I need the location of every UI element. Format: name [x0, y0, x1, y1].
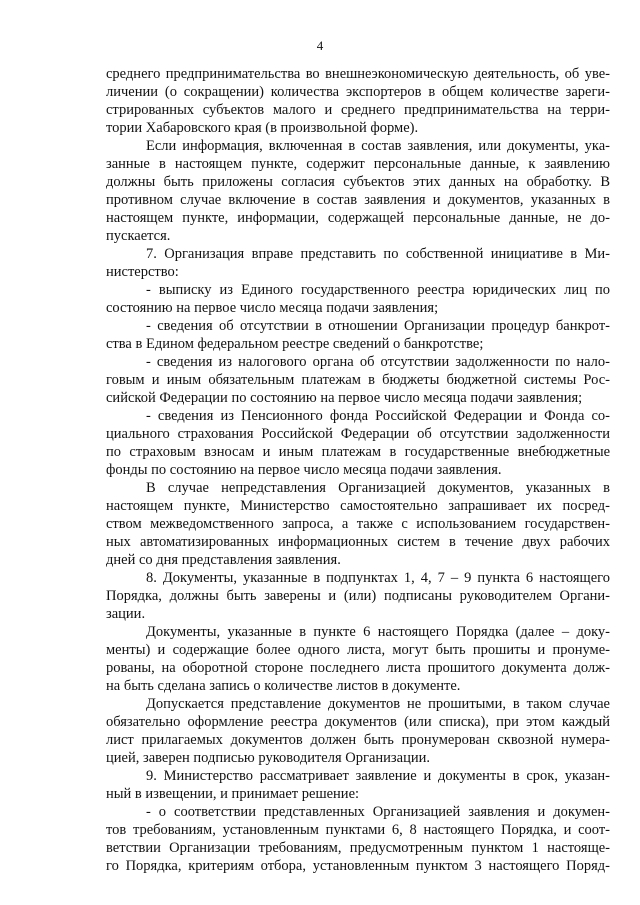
text-line: - сведения из Пенсионного фонда Российской Федерации и Фонда со- — [146, 408, 610, 424]
text-line: 9. Министерство рассматривает заявление и документы в срок, указан- — [146, 768, 610, 784]
text-line: 8. Документы, указанные в подпунктах 1, 4, 7 – 9 пункта 6 настоящего — [146, 570, 610, 586]
text-line: нистерство: — [106, 264, 179, 280]
text-line: ства в Едином федеральном реестре сведений о банкротстве; — [106, 336, 484, 352]
text-line: го Порядка, критериям отбора, установленным пунктом 3 настоящего Поряд- — [106, 858, 610, 874]
text-line: цией, заверен подписью руководителя Организации. — [106, 750, 430, 766]
text-line: - выписку из Единого государственного реестра юридических лиц по — [146, 282, 610, 298]
text-line: циального страхования Российской Федерации об отсутствии задолженности — [106, 426, 610, 442]
text-line: рованы, на оборотной стороне последнего листа прошитого документа долж- — [106, 660, 610, 676]
text-line: - сведения об отсутствии в отношении Организации процедур банкрот- — [146, 318, 610, 334]
text-line: дней со дня представления заявления. — [106, 552, 341, 568]
text-line: по страховым взносам и иным платежам в государственные внебюджетные — [106, 444, 610, 460]
text-line: В случае непредставления Организацией документов, указанных в — [146, 480, 610, 496]
text-line: стрированных субъектов малого и среднего предпринимательства на терри- — [106, 102, 610, 118]
text-line: ветствии Организации требованиям, предусмотренным пунктом 1 настояще- — [106, 840, 610, 856]
text-line: лист прилагаемых документов должен быть пронумерован сквозной нумера- — [106, 732, 610, 748]
text-line: - о соответствии представленных Организацией заявления и докумен- — [146, 804, 610, 820]
text-line: на быть сделана запись о количестве листов в документе. — [106, 678, 461, 694]
text-line: Если информация, включенная в состав заявления, или документы, ука- — [146, 138, 610, 154]
text-line: тории Хабаровского края (в произвольной форме). — [106, 120, 419, 136]
text-line: Допускается представление документов не прошитыми, в таком случае — [146, 696, 610, 712]
text-line: пускается. — [106, 228, 171, 244]
text-line: состоянию на первое число месяца подачи заявления; — [106, 300, 439, 316]
text-line: занные в настоящем пункте, содержит персональные данные, к заявлению — [106, 156, 610, 172]
text-line: тов требованиям, установленным пунктами 6, 8 настоящего Порядка, и соот- — [106, 822, 610, 838]
text-line: Документы, указанные в пункте 6 настоящего Порядка (далее – доку- — [146, 624, 610, 640]
text-line: противном случае включение в состав заявления и документов, указанных в — [106, 192, 610, 208]
text-line: обязательно оформление реестра документов (или списка), при этом каждый — [106, 714, 610, 730]
text-line: ных автоматизированных информационных систем в течение двух рабочих — [106, 534, 610, 550]
text-line: Порядка, должны быть заверены и (или) подписаны руководителем Органи- — [106, 588, 610, 604]
text-line: среднего предпринимательства во внешнеэкономическую деятельность, об уве- — [106, 66, 610, 82]
document-body — [106, 65, 610, 875]
text-line: фонды по состоянию на первое число месяца подачи заявления. — [106, 462, 502, 478]
text-line: зации. — [106, 606, 146, 622]
text-line: личении (о сокращении) количества экспортеров в общем количестве зареги- — [106, 84, 610, 100]
page-number: 4 — [316, 38, 324, 53]
text-line: сийской Федерации по состоянию на первое число месяца подачи заявления; — [106, 390, 583, 406]
text-line: ством межведомственного запроса, а также с использованием государствен- — [106, 516, 610, 532]
text-line: - сведения из налогового органа об отсутствии задолженности по нало- — [146, 354, 610, 370]
text-line: ный в извещении, и принимает решение: — [106, 786, 360, 802]
text-line: менты) и содержащие более одного листа, могут быть прошиты и пронуме- — [106, 642, 610, 658]
text-line: настоящем пункте, Министерство самостоятельно запрашивает их посред- — [106, 498, 610, 514]
text-line: 7. Организация вправе представить по собственной инициативе в Ми- — [146, 246, 610, 262]
text-line: должны быть приложены согласия субъектов этих данных на обработку. В — [106, 174, 610, 190]
text-line: говым и иным обязательным платежам в бюджеты бюджетной системы Рос- — [106, 372, 610, 388]
text-line: настоящем пункте, информации, содержащей персональные данные, не до- — [106, 210, 610, 226]
